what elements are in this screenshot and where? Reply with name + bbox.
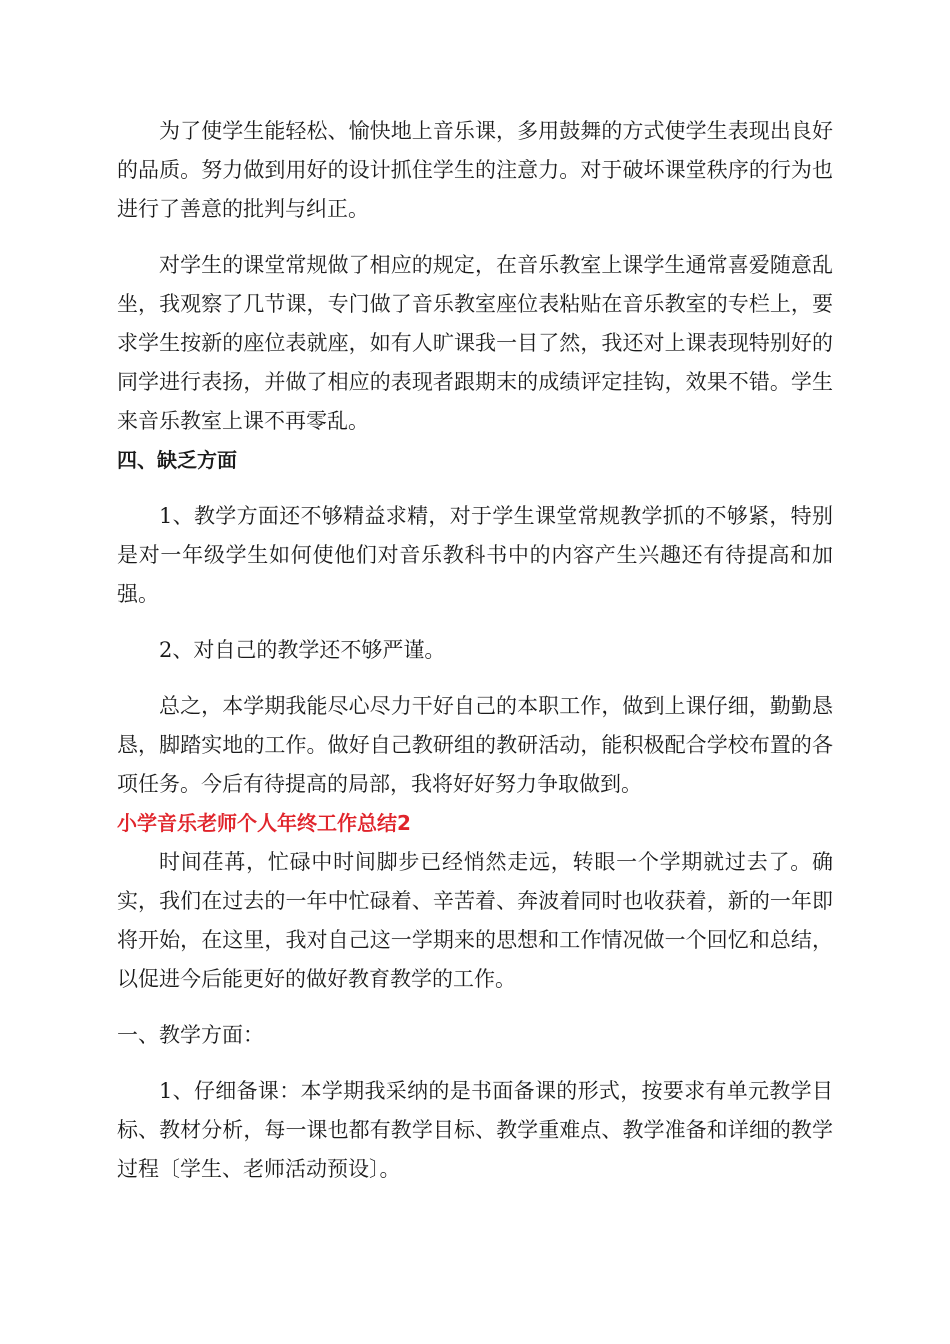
paragraph-classroom-rules: 对学生的课堂常规做了相应的规定，在音乐教室上课学生通常喜爱随意乱坐，我观察了几节课，专门做了音乐教室座位表粘贴在音乐教室的专栏上，要求学生按新的座位表就座，如有人旷课我一目了然，我还对上课表现特别好的同学进行表扬，并做了相应的表现者跟期末的成绩评定挂钩，效果不错。学生来音乐教室上课不再零乱。 <box>117 253 833 433</box>
paragraph-lesson-prep: 1、仔细备课：本学期我采纳的是书面备课的形式，按要求有单元教学目标、教材分析，每一课也都有教学目标、教学重难点、教学准备和详细的教学过程〔学生、老师活动预设〕。 <box>117 1079 833 1181</box>
paragraph-summary: 总之，本学期我能尽心尽力干好自己的本职工作，做到上课仔细，勤勤恳恳，脚踏实地的工作。做好自己教研组的教研活动，能积极配合学校布置的各项任务。今后有待提高的局部，我将好好努力争取做到。 <box>117 694 833 796</box>
paragraph-encouragement: 为了使学生能轻松、愉快地上音乐课，多用鼓舞的方式使学生表现出良好的品质。努力做到用好的设计抓住学生的注意力。对于破坏课堂秩序的行为也进行了善意的批判与纠正。 <box>117 119 833 221</box>
paragraph-intro: 时间荏苒，忙碌中时间脚步已经悄然走远，转眼一个学期就过去了。确实，我们在过去的一年中忙碌着、辛苦着、奔波着同时也收获着，新的一年即将开始，在这里，我对自己这一学期来的思想和工作情况做一个回忆和总结，以促进今后能更好的做好教育教学的工作。 <box>117 850 833 991</box>
section-heading-shortcomings: 四、缺乏方面 <box>117 448 237 472</box>
section-heading-teaching: 一、教学方面： <box>117 1023 264 1047</box>
paragraph-shortcoming-1: 1、教学方面还不够精益求精，对于学生课堂常规教学抓的不够紧，特别是对一年级学生如何使他们对音乐教科书中的内容产生兴趣还有待提高和加强。 <box>117 504 833 606</box>
paragraph-shortcoming-2: 2、对自己的教学还不够严谨。 <box>159 638 446 662</box>
article-title-2: 小学音乐老师个人年终工作总结2 <box>117 811 411 835</box>
